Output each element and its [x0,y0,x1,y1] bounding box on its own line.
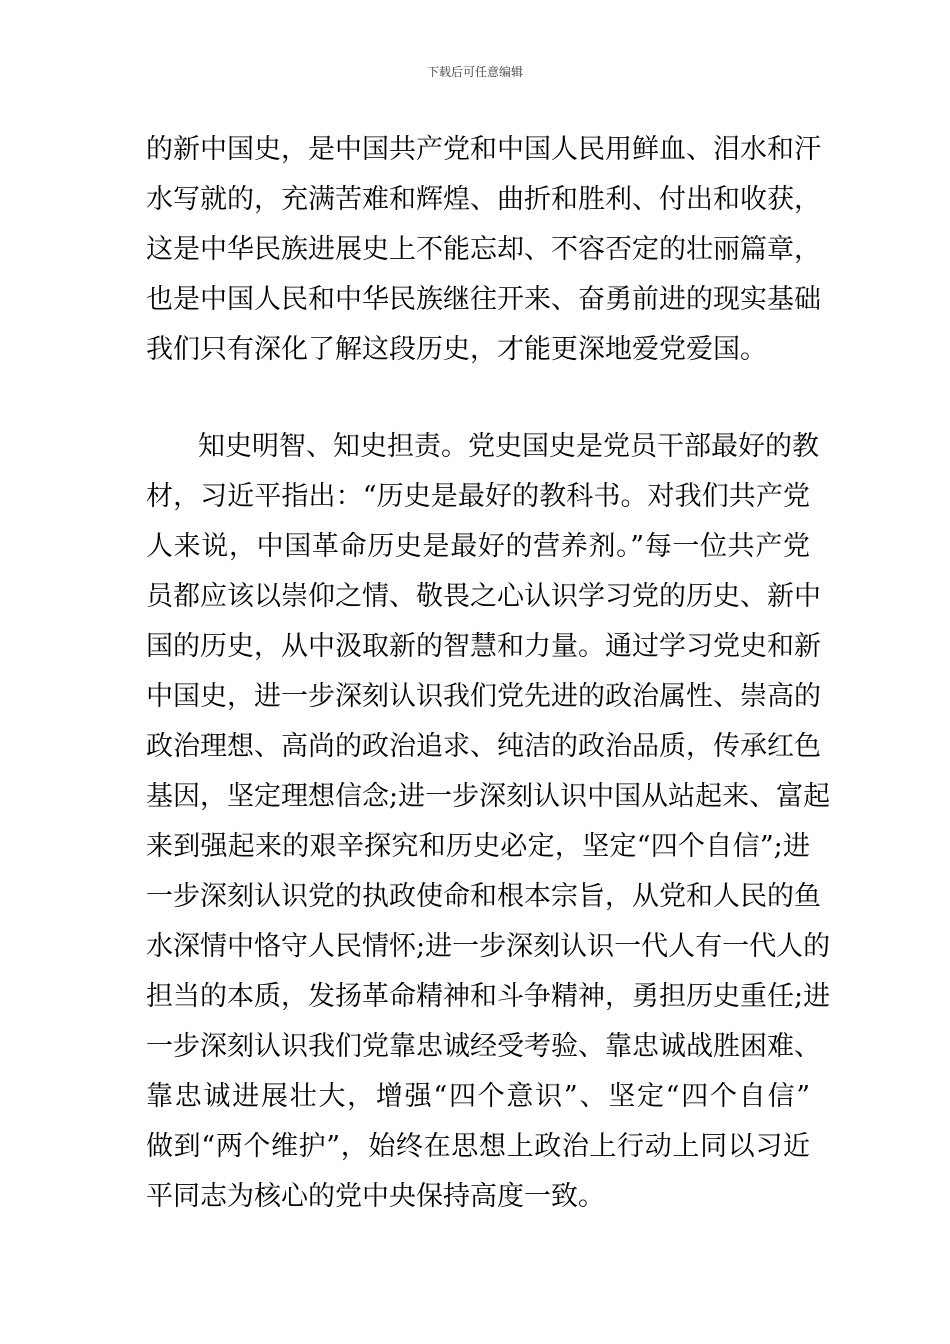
text-line: 担当的本质，发扬革命精神和斗争精神，勇担历史重任;进 [146,981,831,1012]
text-line: 也是中国人民和中华民族继往开来、奋勇前进的现实基础 [146,284,821,315]
text-line: 这是中华民族进展史上不能忘却、不容否定的壮丽篇章， [146,234,821,265]
text-line: 国的历史，从中汲取新的智慧和力量。通过学习党史和新 [146,631,821,662]
text-line: 员都应该以崇仰之情、敬畏之心认识学习党的历史、新中 [146,581,821,612]
text-line: 平同志为核心的党中央保持高度一致。 [146,1181,605,1212]
text-line: 我们只有深化了解这段历史，才能更深地爱党爱国。 [146,334,767,365]
text-line: 水深情中恪守人民情怀;进一步深刻认识一代人有一代人的 [146,931,831,962]
text-line: 做到“两个维护”，始终在思想上政治上行动上同以习近 [146,1131,810,1162]
text-line: 中国史，进一步深刻认识我们党先进的政治属性、崇高的 [146,681,821,712]
text-line: 人来说，中国革命历史是最好的营养剂。”每一位共产党 [146,531,810,562]
text-line: 一步深刻认识我们党靠忠诚经受考验、靠忠诚战胜困难、 [146,1031,821,1062]
text-line: 一步深刻认识党的执政使命和根本宗旨，从党和人民的鱼 [146,881,821,912]
text-line: 知史明智、知史担责。党史国史是党员干部最好的教 [198,431,819,462]
page-header: 下载后可任意编辑 [426,65,523,79]
text-line: 材，习近平指出：“历史是最好的教科书。对我们共产党 [146,481,810,512]
text-line: 靠忠诚进展壮大，增强“四个意识”、坚定“四个自信” [146,1081,810,1112]
text-line: 的新中国史，是中国共产党和中国人民用鲜血、泪水和汗 [146,134,821,165]
text-line: 政治理想、高尚的政治追求、纯洁的政治品质，传承红色 [146,731,821,762]
text-line: 水写就的，充满苦难和辉煌、曲折和胜利、付出和收获， [146,184,821,215]
text-line: 基因，坚定理想信念;进一步深刻认识中国从站起来、富起 [146,781,831,812]
text-line: 来到强起来的艰辛探究和历史必定，坚定“四个自信”;进 [146,831,810,862]
